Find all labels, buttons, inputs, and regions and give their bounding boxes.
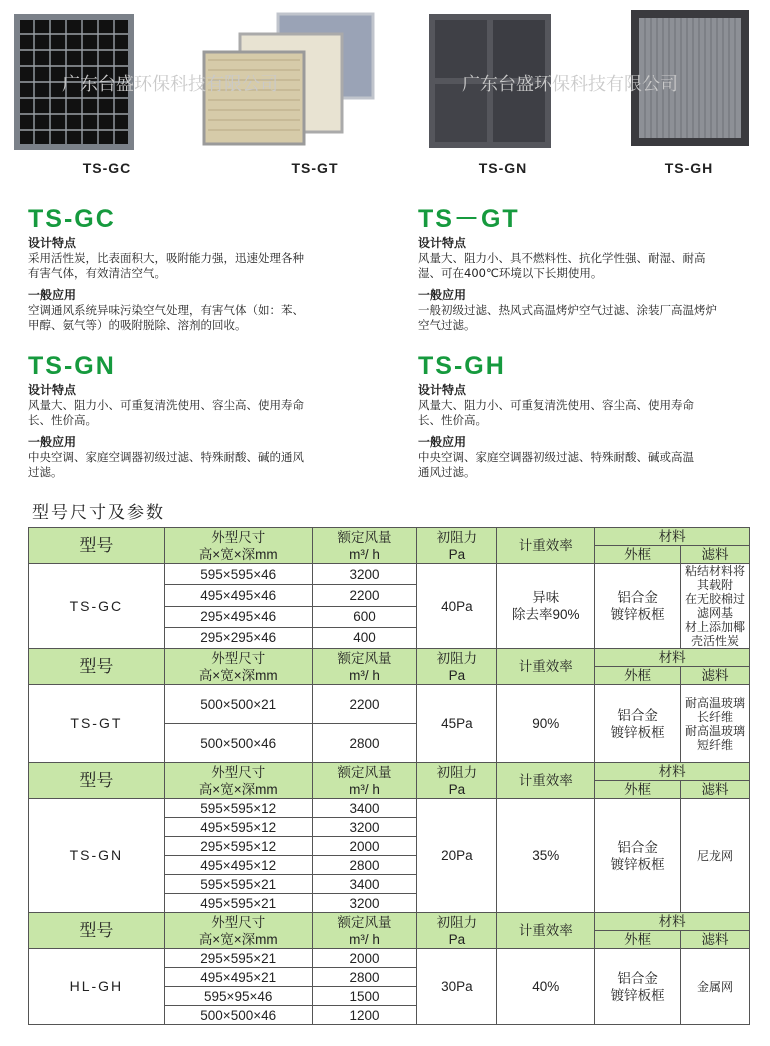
- header-row: [29, 528, 750, 546]
- application-text: 一般初级过滤、热风式高温烤炉空气过滤、涂装厂高温烤炉 空气过滤。: [418, 303, 717, 332]
- application-heading: 一般应用: [418, 435, 467, 449]
- application-text: 空调通风系统异味污染空气处理，有害气体（如：苯、 甲醇、氨气等）的吸附脱除、溶剂的回收。: [28, 303, 304, 332]
- header-media: 滤料: [681, 667, 750, 685]
- size-cell: 295×295×46: [164, 627, 312, 648]
- resistance-cell: 30Pa: [417, 949, 497, 1025]
- size-cell: 495×495×46: [164, 585, 312, 606]
- application-text: 中央空调、家庭空调器初级过滤、特殊耐酸、碱或高温 通风过滤。: [418, 450, 694, 479]
- table-row: [29, 799, 750, 818]
- model-cell: TS-GC: [29, 564, 165, 649]
- header-airflow: 额定风量 m³/ h: [312, 763, 417, 799]
- watermark: 广东台盛环保科技有限公司: [462, 74, 678, 95]
- feature-heading: 设计特点: [418, 383, 467, 397]
- section-title: TS－GT: [418, 205, 520, 233]
- section-gc: [28, 205, 378, 339]
- feature-text: 采用活性炭，比表面积大，吸附能力强，迅速处理各种 有害气体，有效清洁空气。: [28, 251, 304, 280]
- size-cell: 495×495×12: [164, 856, 312, 875]
- airflow-cell: 2000: [312, 837, 417, 856]
- header-size: 外型尺寸 高×宽×深mm: [164, 913, 312, 949]
- product-caption: TS-GH: [664, 160, 714, 176]
- header-airflow: 额定风量 m³/ h: [312, 649, 417, 685]
- header-material: 材料: [595, 649, 750, 667]
- frame-cell: 铝合金 镀锌板框: [595, 564, 681, 649]
- table-title: 型号尺寸及参数: [32, 503, 165, 523]
- header-frame: 外框: [595, 667, 681, 685]
- feature-text: 风量大、阻力小、可重复清洗使用、容尘高、使用寿命 长、性价高。: [418, 398, 694, 427]
- application-heading: 一般应用: [28, 435, 77, 449]
- size-cell: 495×495×21: [164, 968, 312, 987]
- airflow-cell: 3200: [312, 894, 417, 913]
- media-cell: 尼龙网: [681, 799, 750, 913]
- table-row: [29, 685, 750, 724]
- size-cell: 595×95×46: [164, 987, 312, 1006]
- header-media: 滤料: [681, 781, 750, 799]
- model-cell: TS-GN: [29, 799, 165, 913]
- table-row: [29, 949, 750, 968]
- header-size: 外型尺寸 高×宽×深mm: [164, 763, 312, 799]
- feature-text: 风量大、阻力小、可重复清洗使用、容尘高、使用寿命 长、性价高。: [28, 398, 304, 427]
- airflow-cell: 1200: [312, 1006, 417, 1025]
- size-cell: 295×595×12: [164, 837, 312, 856]
- airflow-cell: 2000: [312, 949, 417, 968]
- header-airflow: 额定风量 m³/ h: [312, 913, 417, 949]
- airflow-cell: 2200: [312, 685, 417, 724]
- size-cell: 500×500×21: [164, 685, 312, 724]
- header-frame: 外框: [595, 781, 681, 799]
- header-row: [29, 763, 750, 781]
- size-cell: 595×595×46: [164, 564, 312, 585]
- header-row: [29, 649, 750, 667]
- resistance-cell: 45Pa: [417, 685, 497, 763]
- media-cell: 耐高温玻璃长纤维 耐高温玻璃短纤维: [681, 685, 750, 763]
- resistance-cell: 20Pa: [417, 799, 497, 913]
- section-title: TS-GN: [28, 352, 116, 380]
- airflow-cell: 3200: [312, 818, 417, 837]
- header-size: 外型尺寸 高×宽×深mm: [164, 528, 312, 564]
- watermark: 广东台盛环保科技有限公司: [62, 74, 278, 95]
- airflow-cell: 3400: [312, 799, 417, 818]
- feature-heading: 设计特点: [28, 383, 77, 397]
- airflow-cell: 3200: [312, 564, 417, 585]
- frame-cell: 铝合金 镀锌板框: [595, 949, 681, 1025]
- model-cell: TS-GT: [29, 685, 165, 763]
- header-model: 型号: [29, 763, 165, 799]
- frame-cell: 铝合金 镀锌板框: [595, 799, 681, 913]
- header-efficiency: 计重效率: [497, 528, 595, 564]
- size-cell: 295×495×46: [164, 606, 312, 627]
- product-caption: TS-GN: [478, 160, 528, 176]
- efficiency-cell: 35%: [497, 799, 595, 913]
- model-cell: HL-GH: [29, 949, 165, 1025]
- header-resistance: 初阻力 Pa: [417, 913, 497, 949]
- airflow-cell: 2200: [312, 585, 417, 606]
- header-resistance: 初阻力 Pa: [417, 763, 497, 799]
- header-resistance: 初阻力 Pa: [417, 649, 497, 685]
- size-cell: 595×595×12: [164, 799, 312, 818]
- airflow-cell: 400: [312, 627, 417, 648]
- airflow-cell: 1500: [312, 987, 417, 1006]
- header-model: 型号: [29, 649, 165, 685]
- airflow-cell: 600: [312, 606, 417, 627]
- airflow-cell: 3400: [312, 875, 417, 894]
- spec-table: [28, 527, 750, 1025]
- header-material: 材料: [595, 528, 750, 546]
- application-text: 中央空调、家庭空调器初级过滤、特殊耐酸、碱的通风 过滤。: [28, 450, 304, 479]
- header-media: 滤料: [681, 546, 750, 564]
- efficiency-cell: 40%: [497, 949, 595, 1025]
- header-frame: 外框: [595, 931, 681, 949]
- feature-text: 风量大、阻力小、具不燃料性、抗化学性强、耐湿、耐高 湿、可在400℃环境以下长期使用。: [418, 251, 706, 280]
- frame-cell: 铝合金 镀锌板框: [595, 685, 681, 763]
- header-resistance: 初阻力 Pa: [417, 528, 497, 564]
- efficiency-cell: 异味 除去率90%: [497, 564, 595, 649]
- application-heading: 一般应用: [418, 288, 467, 302]
- header-efficiency: 计重效率: [497, 649, 595, 685]
- header-model: 型号: [29, 913, 165, 949]
- header-media: 滤料: [681, 931, 750, 949]
- feature-heading: 设计特点: [418, 236, 467, 250]
- table-row: [29, 564, 750, 585]
- header-row: [29, 913, 750, 931]
- application-heading: 一般应用: [28, 288, 77, 302]
- size-cell: 500×500×46: [164, 1006, 312, 1025]
- size-cell: 495×595×12: [164, 818, 312, 837]
- size-cell: 500×500×46: [164, 724, 312, 763]
- product-caption: TS-GC: [82, 160, 132, 176]
- size-cell: 595×595×21: [164, 875, 312, 894]
- header-efficiency: 计重效率: [497, 763, 595, 799]
- media-cell: 金属网: [681, 949, 750, 1025]
- header-material: 材料: [595, 763, 750, 781]
- header-airflow: 额定风量 m³/ h: [312, 528, 417, 564]
- header-efficiency: 计重效率: [497, 913, 595, 949]
- section-gn: [28, 352, 378, 486]
- product-caption: TS-GT: [291, 160, 339, 176]
- header-model: 型号: [29, 528, 165, 564]
- size-cell: 495×595×21: [164, 894, 312, 913]
- size-cell: 295×595×21: [164, 949, 312, 968]
- section-title: TS-GC: [28, 205, 116, 233]
- resistance-cell: 40Pa: [417, 564, 497, 649]
- section-title: TS-GH: [418, 352, 506, 380]
- header-size: 外型尺寸 高×宽×深mm: [164, 649, 312, 685]
- efficiency-cell: 90%: [497, 685, 595, 763]
- airflow-cell: 2800: [312, 724, 417, 763]
- section-gh: [418, 352, 768, 486]
- airflow-cell: 2800: [312, 856, 417, 875]
- section-gt: [418, 205, 768, 339]
- feature-heading: 设计特点: [28, 236, 77, 250]
- header-frame: 外框: [595, 546, 681, 564]
- header-material: 材料: [595, 913, 750, 931]
- media-cell: 粘结材料将其载附 在无胶棉过滤网基 材上添加椰壳活性炭: [681, 564, 750, 649]
- airflow-cell: 2800: [312, 968, 417, 987]
